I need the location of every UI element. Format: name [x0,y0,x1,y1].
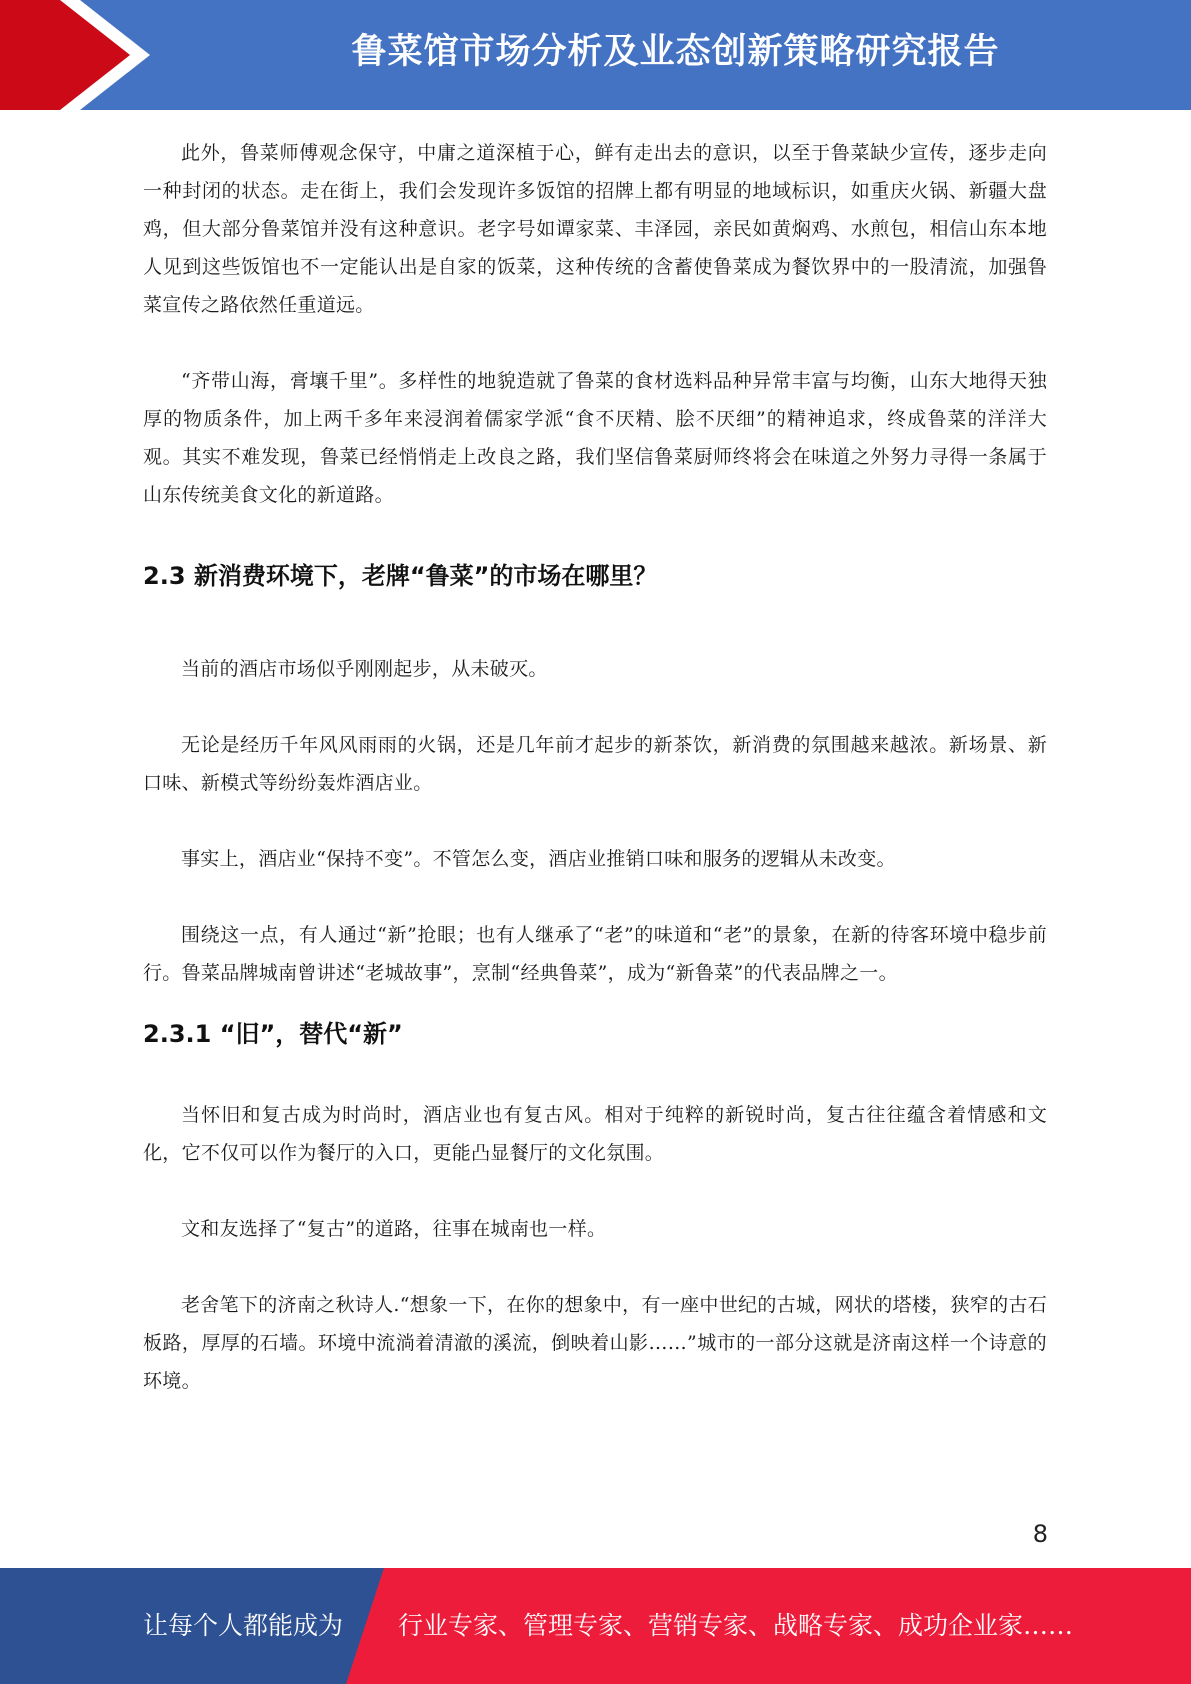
paragraph-5: 事实上，酒店业“保持不变”。不管怎么变，酒店业推销口味和服务的逻辑从未改变。 [181,848,896,870]
page-footer [0,1568,1191,1684]
report-title: 鲁菜馆市场分析及业态创新策略研究报告 [351,32,1000,72]
paragraph-7: 当怀旧和复古成为时尚时，酒店业也有复古风。相对于纯粹的新锐时尚，复古往往蕴含着情感和文化，它不仅可以作为餐厅的入口，更能凸显餐厅的文化氛围。 [143,1104,1047,1164]
header-chevron-decoration [0,0,160,110]
paragraph-3: 当前的酒店市场似乎刚刚起步，从未破灭。 [181,658,548,680]
section-heading-2-3: 2.3 新消费环境下，老牌“鲁菜”的市场在哪里？ [143,562,658,590]
section-heading-2-3-1: 2.3.1 “旧”，替代“新” [143,1020,403,1048]
paragraph-1: 此外，鲁菜师傅观念保守，中庸之道深植于心，鲜有走出去的意识，以至于鲁菜缺少宣传，逐步走向一种封闭的状态。走在街上，我们会发现许多饭馆的招牌上都有明显的地域标识，如重庆火锅、新疆大盘鸡，但大部分鲁菜馆并没有这种意识。老字号如谭家菜、丰泽园，亲民如黄焖鸡、水煎包，相信山东本地人见到这些饭馆也不一定能认出是自家的饭菜，这种传统的含蓄使鲁菜成为餐饮界中的一股清流，加强鲁菜宣传之路依然任重道远。 [143,142,1047,316]
footer-slogan-right: 行业专家、管理专家、营销专家、战略专家、成功企业家…… [398,1611,1074,1640]
footer-slogan-left: 让每个人都能成为 [143,1611,344,1640]
paragraph-6: 围绕这一点，有人通过“新”抢眼；也有人继承了“老”的味道和“老”的景象，在新的待客环境中稳步前行。鲁菜品牌城南曾讲述“老城故事”，烹制“经典鲁菜”，成为“新鲁菜”的代表品牌之一。 [143,924,1047,984]
paragraph-4: 无论是经历千年风风雨雨的火锅，还是几年前才起步的新茶饮，新消费的氛围越来越浓。新场景、新口味、新模式等纷纷轰炸酒店业。 [143,734,1047,794]
page-header [0,0,1191,110]
document-body [143,134,1047,1400]
paragraph-8: 文和友选择了“复古”的道路，往事在城南也一样。 [181,1218,607,1240]
paragraph-2: “齐带山海，膏壤千里”。多样性的地貌造就了鲁菜的食材选料品种异常丰富与均衡，山东大地得天独厚的物质条件，加上两千多年来浸润着儒家学派“食不厌精、脍不厌细”的精神追求，终成鲁菜的洋洋大观。其实不难发现，鲁菜已经悄悄走上改良之路，我们坚信鲁菜厨师终将会在味道之外努力寻得一条属于山东传统美食文化的新道路。 [143,370,1047,506]
paragraph-9: 老舍笔下的济南之秋诗人.“想象一下，在你的想象中，有一座中世纪的古城，网状的塔楼，狭窄的古石板路，厚厚的石墙。环境中流淌着清澈的溪流，倒映着山影……”城市的一部分这就是济南这样一个诗意的环境。 [143,1294,1047,1392]
page-number: 8 [1032,1520,1048,1548]
